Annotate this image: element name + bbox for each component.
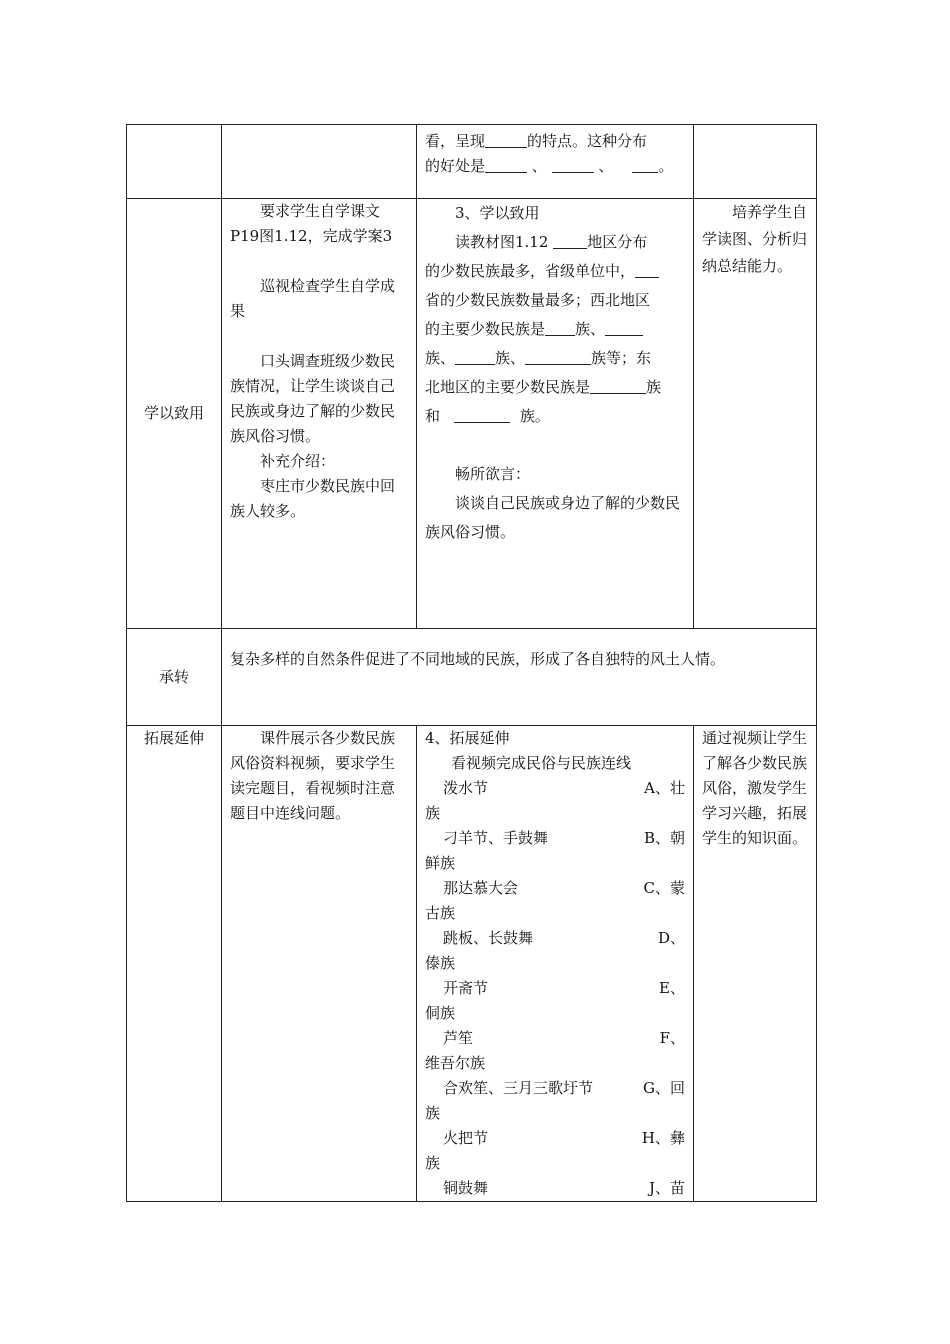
- ethnic-option: J、苗: [648, 1179, 685, 1197]
- ethnic-option-cont: 维吾尔族: [425, 1054, 486, 1072]
- student-heading: 3、学以致用: [455, 204, 540, 222]
- row-label-text: 承转: [158, 667, 189, 686]
- teacher-text: 要求学生自学课文P19图1.12，完成学案3: [230, 202, 393, 245]
- text-line: 族、: [495, 349, 526, 367]
- ethnic-option: C、蒙: [643, 879, 685, 897]
- teacher-text: 课件展示各少数民族风俗资料视频，要求学生读完题目，看视频时注意题目中连线问题。: [230, 729, 396, 822]
- ethnic-option: D、: [657, 929, 685, 947]
- ethnic-option-cont: 族: [425, 1104, 441, 1122]
- row1-student-cell: [417, 125, 694, 199]
- text-line: 北地区的主要少数民族是: [425, 378, 591, 396]
- matching-item: [425, 876, 685, 901]
- text-line: 族、: [575, 320, 606, 338]
- transition-text: 复杂多样的自然条件促进了不同地域的民族，形成了各自独特的风土人情。: [230, 650, 726, 668]
- separator: 、: [531, 157, 547, 175]
- fill-blank: [485, 156, 527, 173]
- custom-label: 芦笙: [443, 1029, 474, 1047]
- row1-teacher-cell: [222, 125, 417, 199]
- text-line: 族: [646, 378, 662, 396]
- teacher-text: 巡视检查学生自学成果: [230, 277, 396, 320]
- ethnic-option: A、壮: [644, 779, 685, 797]
- ethnic-option-cont: 鲜族: [425, 854, 456, 872]
- speak-title: 畅所欲言：: [455, 465, 531, 483]
- text-line: 的好处是: [425, 157, 486, 175]
- goal-text: 通过视频让学生了解各少数民族风俗，激发学生学习兴趣，拓展学生的知识面。: [702, 729, 808, 847]
- matching-item: [425, 826, 685, 851]
- goal-text: 培养学生自学读图、分析归纳总结能力。: [702, 203, 808, 275]
- fill-blank: [605, 319, 643, 336]
- student-heading: 4、拓展延伸: [425, 729, 510, 747]
- ethnic-option: B、朝: [643, 829, 685, 847]
- custom-label: 跳板、长鼓舞: [443, 929, 534, 947]
- fill-blank: [455, 348, 495, 365]
- teacher-activity-cell: [222, 199, 417, 629]
- text-line: 读教材图1.12: [455, 233, 549, 251]
- text-line: 族等；东: [591, 349, 652, 367]
- row-label-text: 拓展延伸: [143, 729, 204, 747]
- teacher-text: 口头调查班级少数民族情况，让学生谈谈自己民族或身边了解的少数民族风俗习惯。: [230, 352, 396, 445]
- fill-blank: [552, 156, 594, 173]
- text-line: 省的少数民族数量最多；西北地区: [425, 291, 651, 309]
- design-goal-cell: [694, 199, 817, 629]
- custom-label: 那达慕大会: [443, 879, 519, 897]
- text-line: 地区分布: [587, 233, 648, 251]
- fill-blank: [545, 319, 575, 336]
- ethnic-option-cont: 族: [425, 1154, 441, 1172]
- fill-blank: [590, 377, 646, 394]
- row-label: [127, 199, 222, 629]
- fill-blank: [485, 131, 527, 148]
- transition-cell: [222, 629, 817, 726]
- custom-label: 合欢笙、三月三歌圩节: [443, 1079, 594, 1097]
- matching-item: [425, 926, 685, 951]
- text-line: 的少数民族最多，省级单位中，: [425, 262, 636, 280]
- row-label-text: 学以致用: [143, 404, 204, 422]
- matching-item: [425, 1126, 685, 1151]
- row1-label-cell: [127, 125, 222, 199]
- ethnic-option: F、: [659, 1029, 685, 1047]
- student-subheading: 看视频完成民俗与民族连线: [451, 754, 632, 772]
- table-row-transition: [127, 629, 817, 726]
- table-row-apply: [127, 199, 817, 629]
- student-activity-cell: [417, 726, 694, 1202]
- custom-label: 刁羊节、手鼓舞: [443, 829, 549, 847]
- ethnic-option-cont: 侗族: [425, 1004, 456, 1022]
- separator: 、: [598, 157, 614, 175]
- fill-blank: [553, 232, 587, 249]
- text-line: 族。: [519, 407, 550, 425]
- teacher-text: 枣庄市少数民族中回族人较多。: [230, 477, 396, 520]
- fill-blank: [635, 261, 659, 278]
- matching-item: [425, 776, 685, 801]
- table-row-extend: [127, 726, 817, 1202]
- fill-blank: [632, 156, 658, 173]
- custom-label: 火把节: [443, 1129, 489, 1147]
- custom-label: 铜鼓舞: [443, 1179, 489, 1197]
- ethnic-option: H、彝: [641, 1129, 685, 1147]
- row1-goal-cell: [694, 125, 817, 199]
- design-goal-cell: [694, 726, 817, 1202]
- table-row-continued: [127, 125, 817, 199]
- text-line: 的主要少数民族是: [425, 320, 546, 338]
- text-line: 看，呈现: [425, 132, 486, 150]
- matching-item: [425, 1076, 685, 1101]
- teacher-text: 补充介绍：: [260, 452, 336, 470]
- fill-blank: [525, 348, 591, 365]
- fill-blank: [454, 406, 510, 423]
- lesson-plan-table: [126, 124, 817, 1202]
- row-label: [127, 726, 222, 1202]
- matching-item: [425, 1176, 685, 1201]
- speak-text: 谈谈自己民族或身边了解的少数民族风俗习惯。: [425, 494, 681, 541]
- teacher-activity-cell: [222, 726, 417, 1202]
- custom-label: 泼水节: [443, 779, 489, 797]
- ethnic-option-cont: 傣族: [425, 954, 456, 972]
- ethnic-option-cont: 族: [425, 804, 441, 822]
- matching-list: [425, 776, 685, 1201]
- ethnic-option: G、回: [643, 1079, 685, 1097]
- custom-label: 开斋节: [443, 979, 489, 997]
- matching-item: [425, 1026, 685, 1051]
- text-line: 族、: [425, 349, 456, 367]
- row-label: [127, 629, 222, 726]
- matching-item: [425, 976, 685, 1001]
- student-activity-cell: [417, 199, 694, 629]
- ethnic-option: E、: [659, 979, 685, 997]
- text-line: 的特点。这种分布: [527, 132, 648, 150]
- text-line: 和: [425, 407, 441, 425]
- ethnic-option-cont: 古族: [425, 904, 456, 922]
- separator: 。: [658, 157, 674, 175]
